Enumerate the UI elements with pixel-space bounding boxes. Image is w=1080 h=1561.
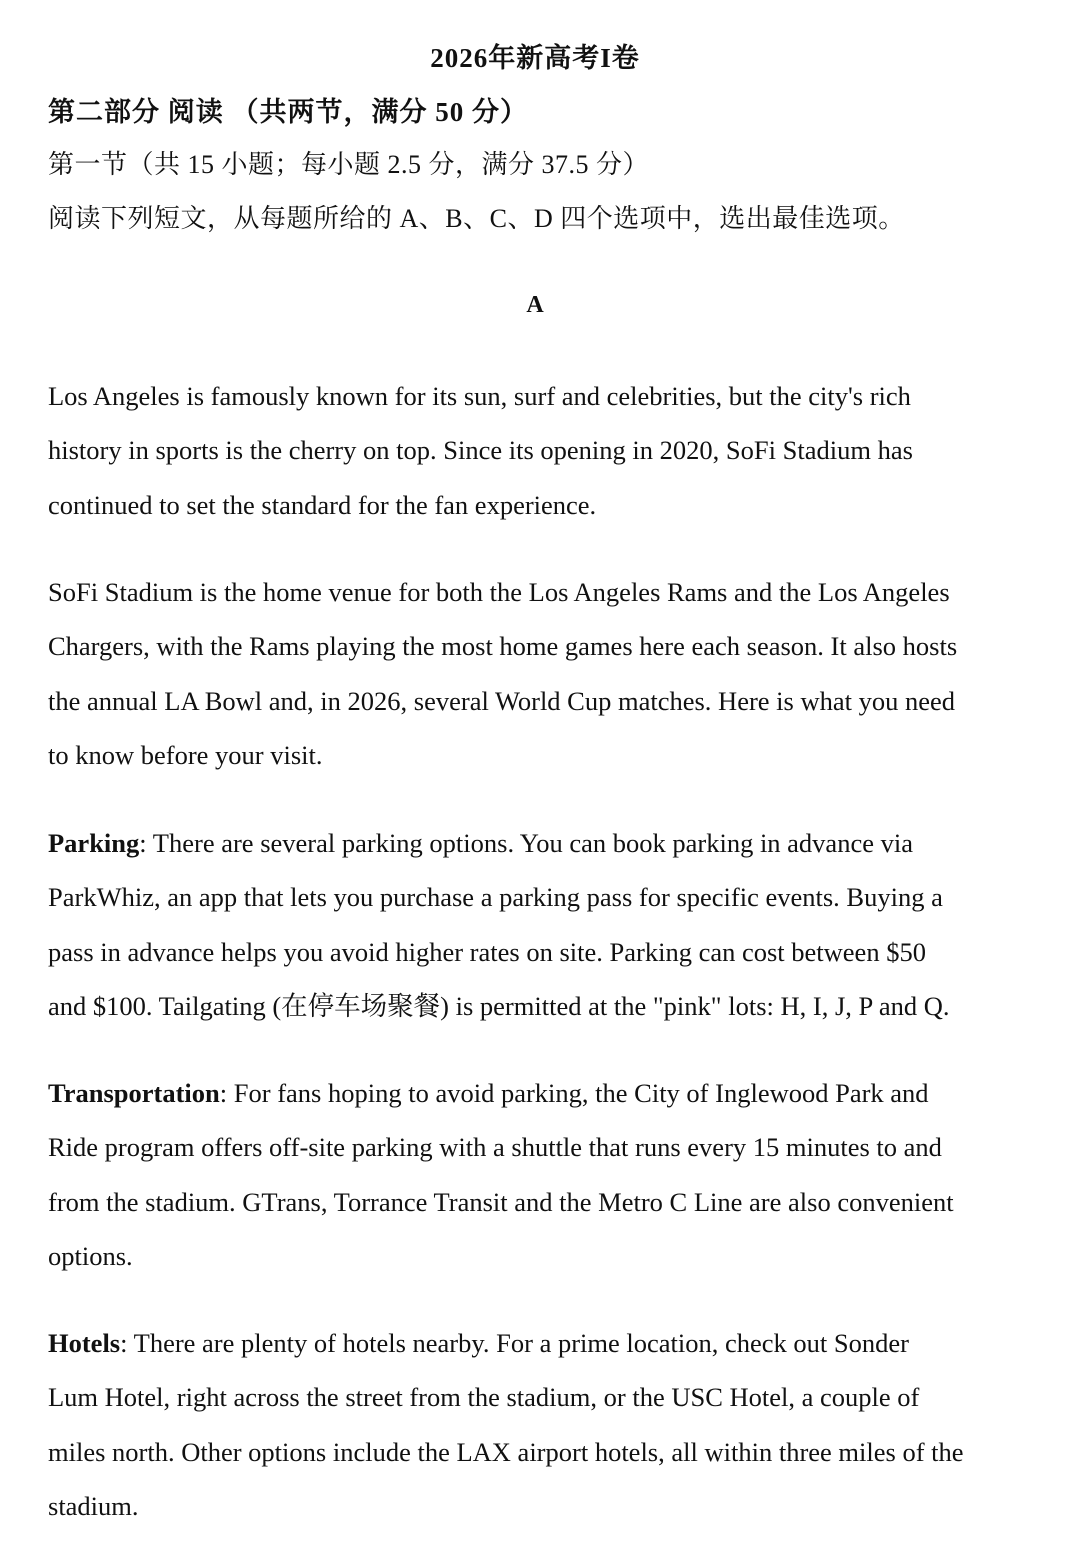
paragraph-line: Chargers, with the Rams playing the most home games here each season. It also hosts — [48, 631, 958, 662]
exam-title: 2026年新高考I卷 — [430, 43, 640, 73]
paragraph-line: continued to set the standard for the fan experience. — [48, 489, 597, 520]
paragraph-first-line — [48, 816, 1023, 870]
transportation-lead: Transportation — [48, 1078, 220, 1108]
paragraph-line: history in sports is the cherry on top. Since its opening in 2020, SoFi Stadium has — [48, 435, 913, 466]
passage-label: A — [526, 292, 544, 318]
paragraph-line: to know before your visit. — [48, 740, 323, 771]
part-heading: 第二部分 阅读 （共两节，满分 50 分） — [48, 97, 528, 127]
parking-lead: Parking — [48, 828, 140, 858]
hotels-lead: Hotels — [48, 1328, 121, 1358]
paragraph-line: Ride program offers off-site parking with a shuttle that runs every 15 minutes to and — [48, 1132, 942, 1163]
paragraph-first-line — [48, 1066, 1023, 1120]
section-heading: 第一节（共 15 小题；每小题 2.5 分，满分 37.5 分） — [48, 150, 650, 179]
paragraph-intro — [48, 369, 1023, 532]
paragraph-parking — [48, 816, 1023, 1034]
paragraph-transportation — [48, 1066, 1023, 1284]
paragraph-line: miles north. Other options include the LAX airport hotels, all within three miles of the — [48, 1436, 964, 1467]
paragraph-line: the annual LA Bowl and, in 2026, several World Cup matches. Here is what you need — [48, 685, 956, 716]
paragraph-line-text: : For fans hoping to avoid parking, the City of Inglewood Park and — [219, 1078, 929, 1108]
paragraph-line: from the stadium. GTrans, Torrance Transit and the Metro C Line are also convenient — [48, 1186, 954, 1217]
paragraph-first-line — [48, 1316, 1023, 1370]
paragraph-line: pass in advance helps you avoid higher rates on site. Parking can cost between $50 — [48, 936, 926, 967]
paragraph-line: Lum Hotel, right across the street from the stadium, or the USC Hotel, a couple of — [48, 1382, 920, 1413]
paragraph-line: ParkWhiz, an app that lets you purchase a parking pass for specific events. Buying a — [48, 882, 943, 913]
paragraph-line: SoFi Stadium is the home venue for both the Los Angeles Rams and the Los Angeles — [48, 577, 950, 607]
paragraph-line-text: : There are plenty of hotels nearby. For a prime location, check out Sonder — [120, 1328, 909, 1358]
paragraph-line: options. — [48, 1241, 133, 1272]
paragraph-venue — [48, 565, 1023, 783]
paragraph-hotels — [48, 1316, 1023, 1534]
paragraph-line: stadium. — [48, 1491, 139, 1522]
instructions: 阅读下列短文，从每题所给的 A、B、C、D 四个选项中，选出最佳选项。 — [48, 204, 905, 233]
paragraph-line: Los Angeles is famously known for its sun, surf and celebrities, but the city's rich — [48, 381, 911, 411]
paragraph-line-text: : There are several parking options. You can book parking in advance via — [139, 828, 913, 858]
paragraph-line: and $100. Tailgating (在停车场聚餐) is permitted at the "pink" lots: H, I, J, P and Q. — [48, 991, 950, 1022]
